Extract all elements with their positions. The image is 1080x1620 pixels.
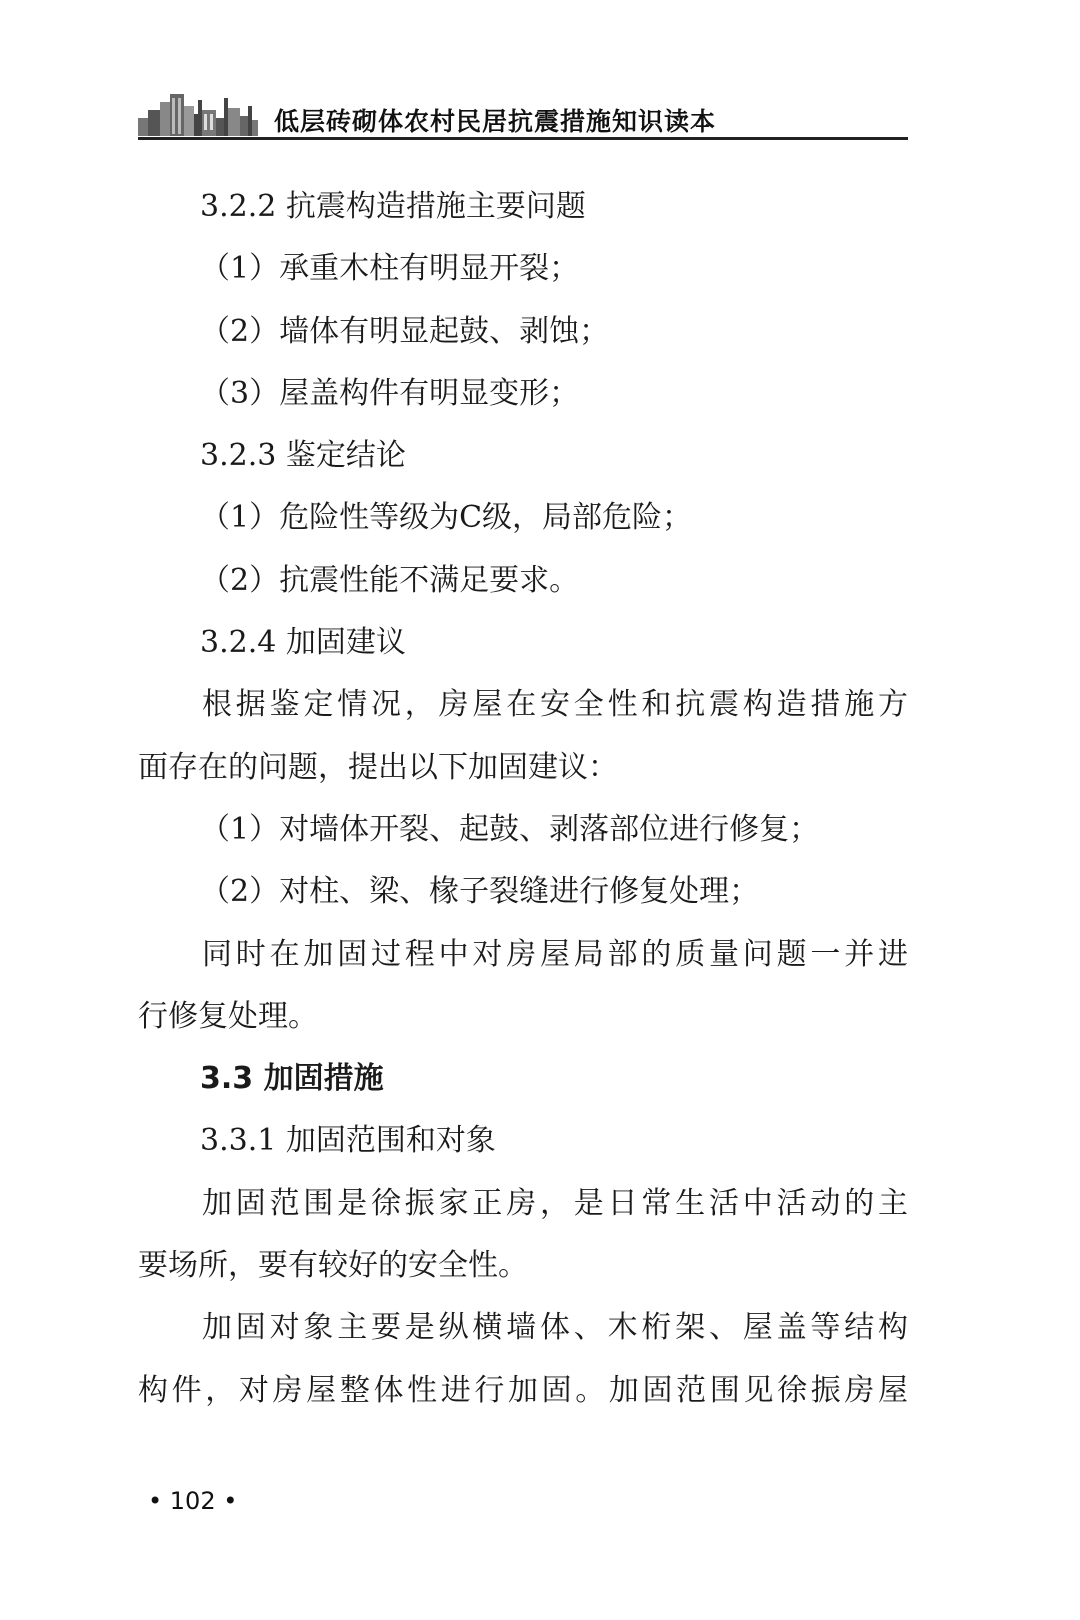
header-rule xyxy=(138,137,908,140)
running-header xyxy=(138,88,908,140)
paragraph-line: 要场所，要有较好的安全性。 xyxy=(138,1248,528,1284)
book-title: 低层砖砌体农村民居抗震措施知识读本 xyxy=(274,107,717,136)
paragraph-line: 面存在的问题，提出以下加固建议： xyxy=(138,749,618,785)
list-item: （1）对墙体开裂、起鼓、剥落部位进行修复； xyxy=(200,811,820,847)
list-item: （1）承重木柱有明显开裂； xyxy=(200,251,580,287)
city-skyline-icon xyxy=(138,88,258,136)
list-item: （2）抗震性能不满足要求。 xyxy=(200,562,580,598)
list-item: （2）对柱、梁、椽子裂缝进行修复处理； xyxy=(200,874,760,910)
list-item: （2）墙体有明显起鼓、剥蚀； xyxy=(200,313,610,349)
section-heading-3-2-4: 3.2.4 加固建议 xyxy=(200,625,406,661)
paragraph-line: 构件，对房屋整体性进行加固。加固范围见徐振房屋 xyxy=(138,1372,908,1408)
section-heading-3-2-2: 3.2.2 抗震构造措施主要问题 xyxy=(200,189,586,224)
list-item: （3）屋盖构件有明显变形； xyxy=(200,375,580,411)
section-heading-3-2-3: 3.2.3 鉴定结论 xyxy=(200,438,406,474)
paragraph-line: 同时在加固过程中对房屋局部的质量问题一并进 xyxy=(202,936,908,972)
list-item: （1）危险性等级为C级，局部危险； xyxy=(200,500,693,536)
paragraph-line: 根据鉴定情况，房屋在安全性和抗震构造措施方 xyxy=(202,687,908,723)
paragraph-line: 行修复处理。 xyxy=(138,998,318,1034)
page-body xyxy=(138,176,908,1422)
paragraph-line: 加固对象主要是纵横墙体、木桁架、屋盖等结构 xyxy=(202,1310,908,1346)
paragraph-line: 加固范围是徐振家正房，是日常生活中活动的主 xyxy=(202,1185,908,1221)
page-number: • 102 • xyxy=(148,1487,238,1515)
section-heading-3-3-1: 3.3.1 加固范围和对象 xyxy=(200,1123,496,1159)
section-heading-3-3: 3.3 加固措施 xyxy=(200,1061,384,1097)
